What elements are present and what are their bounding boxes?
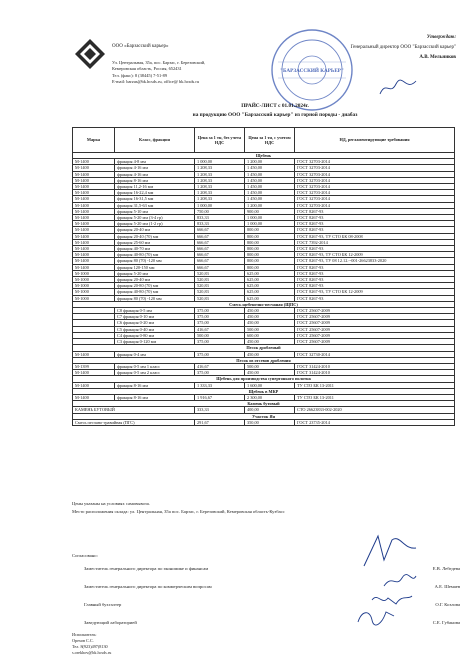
fraction-cell: фракция 40-80 (70) мм bbox=[115, 252, 195, 258]
grade-cell: М-1400 bbox=[73, 370, 115, 376]
signature-name: О.Г. Козлова bbox=[435, 602, 460, 607]
standard-cell: ГОСТ 32703-2014 bbox=[295, 190, 455, 196]
signature-role: Главный бухгалтер bbox=[84, 602, 122, 607]
price-vat-cell: 800,00 bbox=[245, 227, 295, 233]
price-vat-cell: 800,00 bbox=[245, 239, 295, 245]
standard-cell: ГОСТ 8267-93 bbox=[295, 295, 455, 301]
note-line: Место расположения склада: ул. Центральная, 35а пос. Барзас, г. Березовский, Кемеровская область-Кузбасс bbox=[72, 509, 285, 514]
price-no-vat-cell: 666,67 bbox=[195, 252, 245, 258]
price-vat-cell: 625,00 bbox=[245, 295, 295, 301]
grade-cell: М-1400 bbox=[73, 215, 115, 221]
standard-cell: ГОСТ 8267-93 bbox=[295, 246, 455, 252]
product-name-cell: КАМЕНЬ БУТОВЫЙ bbox=[73, 407, 195, 413]
price-vat-cell: 900,00 bbox=[245, 208, 295, 214]
fraction-cell: фракция 25-60 мм bbox=[115, 239, 195, 245]
standard-cell: ГОСТ 32703-2014 bbox=[295, 165, 455, 171]
header-cell: Марка bbox=[73, 128, 115, 153]
grade-cell: М-1400 bbox=[73, 394, 115, 400]
standard-cell: ГОСТ 31424-2010 bbox=[295, 370, 455, 376]
standard-cell: ТУ СТО БК 13-2011 bbox=[295, 394, 455, 400]
standard-cell: ГОСТ 32703-2014 bbox=[295, 196, 455, 202]
price-no-vat-cell: 1 208,33 bbox=[195, 196, 245, 202]
header-cell: Цена за 1 тн, с учетом НДС bbox=[245, 128, 295, 153]
fraction-cell: фракция 31,5-63 мм bbox=[115, 202, 195, 208]
signature-name: Е.В. Лебедева bbox=[432, 566, 460, 571]
fraction-cell: фракция 120-150 мм bbox=[115, 264, 195, 270]
signature-scribble bbox=[356, 606, 396, 626]
signature-name: А.Е. Шемаев bbox=[434, 584, 460, 589]
standard-cell: ГОСТ 32703-2014 bbox=[295, 184, 455, 190]
grade-cell: М-1000 bbox=[73, 283, 115, 289]
standard-cell: ГОСТ 31424-2010 bbox=[295, 363, 455, 369]
price-no-vat-cell: 1 208,33 bbox=[195, 190, 245, 196]
fraction-cell: фракция 16-22,4 мм bbox=[115, 190, 195, 196]
fraction-cell: фракция 5-20 мм (3-4 гр) bbox=[115, 215, 195, 221]
signature-name: С.Е. Губанова bbox=[432, 620, 460, 625]
grade-cell: М-1400 bbox=[73, 177, 115, 183]
price-vat-cell: 1 200,00 bbox=[245, 159, 295, 165]
price-table bbox=[72, 127, 455, 426]
approval-name: А.В. Мельников bbox=[419, 55, 456, 60]
table-header-row bbox=[73, 128, 455, 153]
price-no-vat-cell: 833,33 bbox=[195, 221, 245, 227]
price-vat-cell: 2 300,00 bbox=[245, 394, 295, 400]
grade-cell: М-1400 bbox=[73, 165, 115, 171]
price-vat-cell: 450,00 bbox=[245, 314, 295, 320]
fraction-cell: фракция 0-5 мм 1 класс bbox=[115, 363, 195, 369]
price-vat-cell: 1 450,00 bbox=[245, 171, 295, 177]
executor-block bbox=[72, 632, 111, 656]
price-no-vat-cell: 1 916,67 bbox=[195, 394, 245, 400]
section-title: Щебень для производства супертонкого полотна bbox=[73, 376, 455, 382]
price-no-vat-cell: 520,83 bbox=[195, 277, 245, 283]
grade-cell: М-1400 bbox=[73, 196, 115, 202]
standard-cell: ТУ СТО БК 13-2011 bbox=[295, 382, 455, 388]
price-no-vat-cell: 375,00 bbox=[195, 320, 245, 326]
standard-cell: ГОСТ 8267-93 bbox=[295, 270, 455, 276]
standard-cell: ГОСТ 7392-2014 bbox=[295, 239, 455, 245]
standard-cell: ГОСТ 32703-2014 bbox=[295, 177, 455, 183]
address-line: Тел. (факс): 8 (38445) 7-51-89 bbox=[112, 72, 168, 78]
price-vat-cell: 350,00 bbox=[245, 419, 295, 425]
fraction-cell: фракция 4-16 мм bbox=[115, 165, 195, 171]
standard-cell: ГОСТ 32730-2014 bbox=[295, 351, 455, 357]
header-cell: Цена за 1 тн, без учета НДС bbox=[195, 128, 245, 153]
price-vat-cell: 500,00 bbox=[245, 363, 295, 369]
fraction-cell: С4 фракция 0-80 мм bbox=[115, 332, 195, 338]
grade-cell: М-1400 bbox=[73, 202, 115, 208]
price-vat-cell: 800,00 bbox=[245, 252, 295, 258]
table-row bbox=[73, 419, 455, 425]
fraction-cell: С6 фракция 0-20 мм bbox=[115, 320, 195, 326]
executor-name: Орехов С.С. bbox=[72, 638, 94, 643]
price-no-vat-cell: 1 333,33 bbox=[195, 382, 245, 388]
price-vat-cell: 600,00 bbox=[245, 332, 295, 338]
director-signature bbox=[378, 78, 418, 98]
price-no-vat-cell: 1 000,00 bbox=[195, 159, 245, 165]
standard-cell: ГОСТ 8267-93 bbox=[295, 264, 455, 270]
price-no-vat-cell: 1 000,00 bbox=[195, 202, 245, 208]
note-line: Цены указаны на условиях самовывоза. bbox=[72, 501, 150, 506]
grade-cell: М-1000 bbox=[73, 295, 115, 301]
section-title: Смесь щебеночно-песчаная (ЩПС) bbox=[73, 301, 455, 307]
standard-cell: ГОСТ 25607-2009 bbox=[295, 320, 455, 326]
executor-label: Исполнитель: bbox=[72, 632, 97, 637]
grade-cell: М-1400 bbox=[73, 184, 115, 190]
standard-cell: ГОСТ 8267-93, ТУ СТО БК 08-2008 bbox=[295, 233, 455, 239]
price-no-vat-cell: 666,67 bbox=[195, 258, 245, 264]
price-vat-cell: 625,00 bbox=[245, 277, 295, 283]
fraction-cell: фракция 80 (70) -120 мм bbox=[115, 258, 195, 264]
standard-cell: ГОСТ 8267-93 bbox=[295, 208, 455, 214]
price-no-vat-cell: 1 208,33 bbox=[195, 184, 245, 190]
standard-cell: ГОСТ 8267-93 bbox=[295, 221, 455, 227]
fraction-cell: С3 фракция 0-120 мм bbox=[115, 339, 195, 345]
grade-cell: М-1400 bbox=[73, 221, 115, 227]
fraction-cell: фракция 20-40 мм bbox=[115, 227, 195, 233]
grade-cell: М-1400 bbox=[73, 382, 115, 388]
standard-cell: ГОСТ 32703-2014 bbox=[295, 159, 455, 165]
standard-cell: ГОСТ 8267-93 bbox=[295, 227, 455, 233]
grade-cell: М-1400 bbox=[73, 258, 115, 264]
price-no-vat-cell: 1 208,33 bbox=[195, 165, 245, 171]
price-no-vat-cell: 833,33 bbox=[195, 215, 245, 221]
price-vat-cell: 450,00 bbox=[245, 308, 295, 314]
header-cell: Класс, фракция bbox=[115, 128, 195, 153]
grade-cell: М-1400 bbox=[73, 239, 115, 245]
signature-role: Заведующий лабораторией bbox=[84, 620, 137, 625]
price-no-vat-cell: 333,33 bbox=[195, 407, 245, 413]
grade-cell: М-1000 bbox=[73, 270, 115, 276]
price-no-vat-cell: 750,00 bbox=[195, 208, 245, 214]
price-vat-cell: 625,00 bbox=[245, 270, 295, 276]
grade-cell: М-1000 bbox=[73, 289, 115, 295]
price-vat-cell: 500,00 bbox=[245, 326, 295, 332]
standard-cell: ГОСТ 25607-2009 bbox=[295, 326, 455, 332]
standard-cell: СТО 26623833-002-2020 bbox=[295, 407, 455, 413]
address-line: Ул. Центральная, 35а, пос. Барзас, г. Березовский, bbox=[112, 60, 206, 65]
price-vat-cell: 450,00 bbox=[245, 339, 295, 345]
standard-cell: ГОСТ 8267-93 bbox=[295, 283, 455, 289]
price-no-vat-cell: 1 208,33 bbox=[195, 171, 245, 177]
section-title: Камень бутовый bbox=[73, 401, 455, 407]
fraction-cell: фракция 0-5 мм 2 класс bbox=[115, 370, 195, 376]
price-vat-cell: 450,00 bbox=[245, 320, 295, 326]
price-vat-cell: 1 000,00 bbox=[245, 221, 295, 227]
grade-cell: М-1400 bbox=[73, 190, 115, 196]
signature-scribble bbox=[360, 530, 420, 570]
company-stamp bbox=[270, 28, 354, 112]
fraction-cell: фракция 16-31,5 мм bbox=[115, 196, 195, 202]
standard-cell: ГОСТ 8267-93 bbox=[295, 277, 455, 283]
fraction-cell: фракция 40-70 мм bbox=[115, 246, 195, 252]
price-no-vat-cell: 375,00 bbox=[195, 370, 245, 376]
grade-cell: М-1000 bbox=[73, 277, 115, 283]
grade-cell: М-1400 bbox=[73, 264, 115, 270]
price-vat-cell: 625,00 bbox=[245, 289, 295, 295]
company-logo bbox=[74, 38, 106, 70]
price-vat-cell: 1 450,00 bbox=[245, 196, 295, 202]
header-cell: НД, регламентирующие требования bbox=[295, 128, 455, 153]
price-no-vat-cell: 666,67 bbox=[195, 246, 245, 252]
price-vat-cell: 800,00 bbox=[245, 246, 295, 252]
section-title: Песок из отсевов дробления bbox=[73, 357, 455, 363]
price-vat-cell: 1 000,00 bbox=[245, 215, 295, 221]
price-vat-cell: 625,00 bbox=[245, 283, 295, 289]
price-vat-cell: 800,00 bbox=[245, 264, 295, 270]
company-address bbox=[112, 60, 282, 85]
price-no-vat-cell: 375,00 bbox=[195, 351, 245, 357]
signature-scribble bbox=[382, 572, 418, 590]
grade-cell: М-1400 bbox=[73, 246, 115, 252]
fraction-cell: фракция 5-20 мм (1-2 гр) bbox=[115, 221, 195, 227]
price-no-vat-cell: 416,67 bbox=[195, 326, 245, 332]
fraction-cell: фракция 8-16 мм bbox=[115, 394, 195, 400]
grade-cell: М-1400 bbox=[73, 233, 115, 239]
price-no-vat-cell: 416,67 bbox=[195, 363, 245, 369]
grade-cell: М-1400 bbox=[73, 171, 115, 177]
fraction-cell: фракция 8-16 мм bbox=[115, 177, 195, 183]
approval-title: Утверждаю: bbox=[426, 35, 456, 40]
notes bbox=[72, 500, 285, 516]
standard-cell: ГОСТ 32703-2014 bbox=[295, 202, 455, 208]
stamp-text: "БАРЗАССКИЙ КАРЬЕР" bbox=[280, 68, 344, 74]
agreed-label: Согласовано: bbox=[72, 553, 98, 558]
standard-cell: ГОСТ 8267-93, ТУ СТО БК 12-2009 bbox=[295, 289, 455, 295]
price-no-vat-cell: 520,83 bbox=[195, 283, 245, 289]
grade-cell: М-1400 bbox=[73, 252, 115, 258]
price-vat-cell: 1 450,00 bbox=[245, 184, 295, 190]
price-vat-cell: 1 200,00 bbox=[245, 202, 295, 208]
approval-position: Генеральный директор ООО "Барзасский карьер" bbox=[350, 45, 456, 50]
product-name-cell: Смесь песчано-гравийная (ПГС) bbox=[73, 419, 195, 425]
price-vat-cell: 800,00 bbox=[245, 233, 295, 239]
price-no-vat-cell: 520,83 bbox=[195, 270, 245, 276]
executor-email: s.orekhov@bk.hcsds.ru bbox=[72, 650, 112, 655]
fraction-cell: фракция 11,2-16 мм bbox=[115, 184, 195, 190]
price-no-vat-cell: 291,67 bbox=[195, 419, 245, 425]
executor-phone: Тел. 8(923)497(8130 bbox=[72, 644, 108, 649]
price-no-vat-cell: 500,00 bbox=[195, 332, 245, 338]
fraction-cell: фракция 40-80 (70) мм bbox=[115, 289, 195, 295]
price-vat-cell: 1 450,00 bbox=[245, 190, 295, 196]
title-line-1: ПРАЙС-ЛИСТ с 01.01.2024г. bbox=[241, 103, 309, 109]
standard-cell: ГОСТ 25607-2009 bbox=[295, 314, 455, 320]
fraction-cell: фракция 8-16 мм bbox=[115, 382, 195, 388]
price-vat-cell: 400,00 bbox=[245, 407, 295, 413]
signature-role: Заместитель генерального директора по коммерческим вопросам bbox=[84, 584, 212, 589]
address-line: Кемеровская область, Россия, 652431 bbox=[112, 66, 182, 72]
price-no-vat-cell: 520,83 bbox=[195, 295, 245, 301]
standard-cell: ГОСТ 8267-93 bbox=[295, 215, 455, 221]
standard-cell: ГОСТ 8267-93, ТУ 08 12.12.--001-26623833-2020 bbox=[295, 258, 455, 264]
price-no-vat-cell: 375,00 bbox=[195, 314, 245, 320]
price-no-vat-cell: 520,83 bbox=[195, 289, 245, 295]
fraction-cell: фракция 5-20 мм bbox=[115, 270, 195, 276]
fraction-cell: фракция 4-8 мм bbox=[115, 159, 195, 165]
fraction-cell: фракция 5-10 мм bbox=[115, 208, 195, 214]
fraction-cell: фракция 20-40 (70) мм bbox=[115, 233, 195, 239]
grade-cell: М-1400 bbox=[73, 159, 115, 165]
section-title: Щебень bbox=[73, 153, 455, 159]
price-vat-cell: 450,00 bbox=[245, 351, 295, 357]
standard-cell: ГОСТ 32703-2014 bbox=[295, 171, 455, 177]
fraction-cell: С5 фракция 0-40 мм bbox=[115, 326, 195, 332]
table-body bbox=[73, 153, 455, 426]
standard-cell: ГОСТ 8267-93, ТУ СТО БК 12-2009 bbox=[295, 252, 455, 258]
price-no-vat-cell: 666,67 bbox=[195, 233, 245, 239]
standard-cell: ГОСТ 23735-2014 bbox=[295, 419, 455, 425]
standard-cell: ГОСТ 25607-2009 bbox=[295, 308, 455, 314]
section-title: Участок Яя bbox=[73, 413, 455, 419]
grade-cell: М-1400 bbox=[73, 208, 115, 214]
price-vat-cell: 800,00 bbox=[245, 258, 295, 264]
fraction-cell: фракция 20-40 мм bbox=[115, 277, 195, 283]
price-vat-cell: 1 450,00 bbox=[245, 165, 295, 171]
grade-cell: М-1400 bbox=[73, 227, 115, 233]
price-no-vat-cell: 375,00 bbox=[195, 339, 245, 345]
standard-cell: ГОСТ 25607-2009 bbox=[295, 332, 455, 338]
price-no-vat-cell: 666,67 bbox=[195, 227, 245, 233]
price-no-vat-cell: 666,67 bbox=[195, 264, 245, 270]
grade-cell: М-1400 bbox=[73, 351, 115, 357]
fraction-cell: фракция 4-16 мм bbox=[115, 171, 195, 177]
company-name: ООО «Барзасский карьер» bbox=[112, 44, 169, 49]
fraction-cell: фракция 20-80 (70) мм bbox=[115, 283, 195, 289]
document-title bbox=[150, 102, 400, 120]
section-title: Песок дробленый bbox=[73, 345, 455, 351]
signature-role: Заместитель генерального директора по экономике и финансам bbox=[84, 566, 209, 571]
fraction-cell: фракция 0-4 мм bbox=[115, 351, 195, 357]
price-vat-cell: 1 600,00 bbox=[245, 382, 295, 388]
fraction-cell: фракция 80 (70) -120 мм bbox=[115, 295, 195, 301]
price-no-vat-cell: 1 208,33 bbox=[195, 177, 245, 183]
standard-cell: ГОСТ 25607-2009 bbox=[295, 339, 455, 345]
approval-block bbox=[344, 33, 456, 63]
fraction-cell: С7 фракция 0-10 мм bbox=[115, 314, 195, 320]
price-vat-cell: 450,00 bbox=[245, 370, 295, 376]
price-no-vat-cell: 375,00 bbox=[195, 308, 245, 314]
fraction-cell: С8 фракция 0-5 мм bbox=[115, 308, 195, 314]
address-line: E-mail: barzas@bk.hcsds.ru, office@ bk.hcsds.ru bbox=[112, 78, 200, 84]
section-title: Щебень в МКР bbox=[73, 388, 455, 394]
price-no-vat-cell: 666,67 bbox=[195, 239, 245, 245]
grade-cell: М-1399 bbox=[73, 363, 115, 369]
title-line-2: на продукцию ООО "Барзасский карьер" из горной породы - диабаз bbox=[192, 112, 358, 118]
price-vat-cell: 1 450,00 bbox=[245, 177, 295, 183]
